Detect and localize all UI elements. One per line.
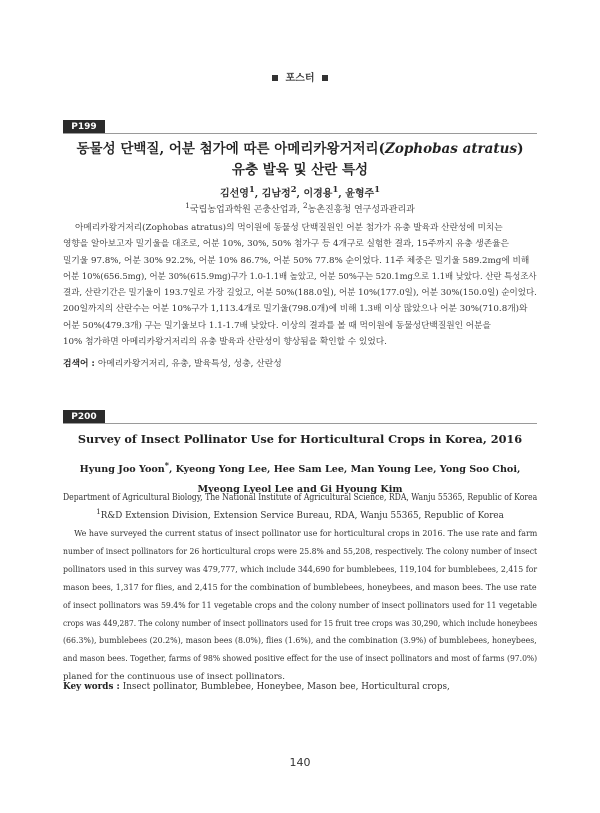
authors-ko: 김선영$^1$, 김남정$^2$, 이경용$^1$, 윤형주$^1$ [219, 184, 381, 200]
section-header [0, 69, 600, 84]
tag-rule [63, 133, 537, 134]
keywords-en: Key words : Insect pollinator, Bumblebee, Honeybee, Mason bee, Horticultural crops, [63, 682, 450, 692]
paper-title-ko: 동물성 단백질, 어분 첨가에 따른 아메리카왕거저리(Zophobas atratus) 유충 발육 및 산란 특성 [76, 141, 524, 178]
square-bullet-icon [272, 75, 278, 81]
section-header-label: 포스터 [285, 73, 315, 84]
poster-tag-p200: P200 [63, 410, 105, 423]
keywords-ko: 검색어 : 아메리카왕거저리, 유충, 발육특성, 성충, 산란성 [63, 359, 282, 369]
tag-rule [63, 423, 537, 424]
page-number: 140 [289, 756, 311, 769]
affiliation-ko: $^1$국립농업과학원 곤충산업과, $^2$농촌진흥청 연구성과관리과 [185, 201, 415, 215]
authors-en: Hyung Joo Yoon*, Kyeong Yong Lee, Hee Sam Lee, Man Young Lee, Yong Soo Choi, Myeong Lyeol Lee and Gi Hyoung Kim [79, 460, 521, 496]
affiliation-en: Department of Agricultural Biology, The National Institute of Agricultural Science, RDA, Wanju 55365, Republic of Korea $^1$R&D Extension Division, Extension Service Bureau, RDA, Wanju 55365, Republic of Korea [63, 493, 538, 521]
paper-title-en: Survey of Insect Pollinator Use for Horticultural Crops in Korea, 2016 [77, 432, 523, 446]
square-bullet-icon [322, 75, 328, 81]
abstract-ko: 아메리카왕거저리(Zophobas atratus)의 먹이원에 동물성 단백질원인 어분 첨가가 유충 발육과 산란성에 미치는 영향을 알아보고자 밀기울을 대조로, 어분 10%, 30%, 50% 첨가구 등 4개구로 실험한 결과, 15주까지 유충 생존율은 밀기울 97.8%, 어분 30% 92.2%, 어분 10% 86.7%, 어분 50% 77.8% 순이었다. 11주 체중은 밀기울 589.2mg에 비해 어분 10%(656.5mg), 어분 30%(615.9mg)구가 1.0-1.1배 높았고, 어분 50%구는 520.1mg으로 1.1배 낮았다. 산란 특성조사 결과, 산란기간은 밀기울이 193.7일로 가장 길었고, 어분 50%(188.0일), 어분 10%(177.0일), 어분 30%(150.0일) 순이었다. 200일까지의 산란수는 어분 10%구가 1,113.4개로 밀기울(798.0개)에 비해 1.3배 이상 많았으나 어분 30%(710.8개)와 어분 50%(479.3개) 구는 밀기울보다 1.1-1.7배 낮았다. 이상의 결과를 볼 때 먹이원에 동물성단백질원인 어분을 10% 첨가하면 아메리카왕거저리의 유충 발육과 산란성이 향상됨을 확인할 수 있었다. [63, 223, 537, 348]
abstract-en: We have surveyed the current status of insect pollinator use for horticultural crops in 2016. The use rate and farm number of insect pollinators for 26 horticultural crops were 25.8% and 55,208, respectively. The colony number of insect pollinators used in this survey was 479,777, which include 344,690 for bumblebees, 119,104 for bumblebees, 2,415 for mason bees, 1,317 for flies, and 2,415 for the combination of bumblebees, honeybees, and mason bees. The use rate of insect pollinators was 59.4% for 11 vegetable crops and the colony number of insect pollinators used for 11 vegetable crops was 449,287. The colony number of insect pollinators used for 15 fruit tree crops was 30,290, which include honeybees (66.3%), bumblebees (20.2%), mason bees (8.0%), flies (1.6%), and the combination (3.9%) of bumblebees, honeybees, and mason bees. Together, farms of 98% showed positive effect for the use of insect pollinators and most of farms (97.0%) planed for the continuous use of insect pollinators. [63, 529, 538, 683]
poster-tag-p199: P199 [63, 120, 105, 133]
